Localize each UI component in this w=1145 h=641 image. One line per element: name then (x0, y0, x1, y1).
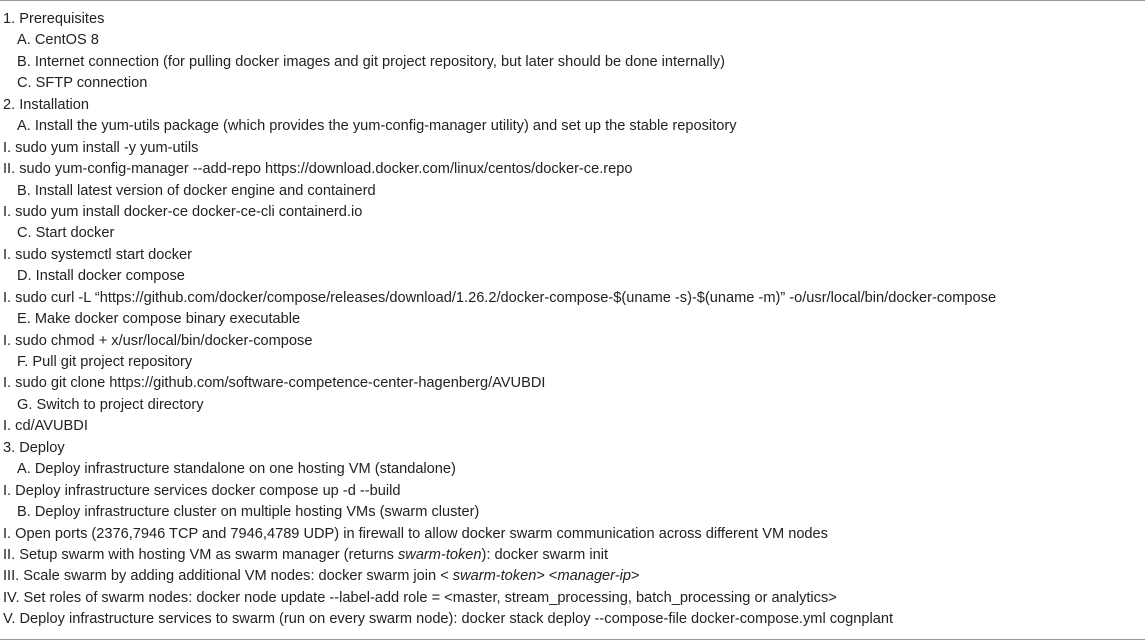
text-segment: ): docker swarm init (481, 546, 609, 563)
step-item: D. Install docker compose (17, 268, 185, 285)
section-heading: 3. Deploy (3, 439, 65, 456)
command-item: I. sudo chmod + x/usr/local/bin/docker-compose (3, 332, 313, 349)
command-item: I. cd/AVUBDI (3, 418, 88, 435)
step-item: A. CentOS 8 (17, 32, 99, 49)
step-item: B. Internet connection (for pulling docker images and git project repository, but later should be done internally) (17, 53, 725, 70)
step-item: C. SFTP connection (17, 75, 148, 92)
placeholder-term: swarm-token (397, 546, 482, 563)
command-item (0, 545, 1145, 566)
step-item: B. Deploy infrastructure cluster on multiple hosting VMs (swarm cluster) (17, 504, 480, 521)
command-item: I. sudo yum install -y yum-utils (3, 139, 199, 156)
command-item: IV. Set roles of swarm nodes: docker node update --label-add role = <master, stream_processing, batch_processing or analytics> (3, 589, 837, 606)
step-item: B. Install latest version of docker engine and containerd (17, 182, 376, 199)
section-heading: 1. Prerequisites (3, 11, 105, 27)
step-item: A. Deploy infrastructure standalone on one hosting VM (standalone) (17, 461, 456, 478)
text-segment: > (631, 568, 640, 585)
command-item: I. Open ports (2376,7946 TCP and 7946,4789 UDP) in firewall to allow docker swarm communication across different VM nodes (3, 525, 828, 542)
placeholder-term: manager-ip (557, 568, 631, 585)
placeholder-term: swarm-token (452, 568, 537, 585)
command-item: I. sudo git clone https://github.com/software-competence-center-hagenberg/AVUBDI (3, 375, 546, 392)
step-item: F. Pull git project repository (17, 354, 193, 370)
section-heading: 2. Installation (3, 96, 89, 113)
top-rule (0, 0, 1145, 1)
command-item: I. Deploy infrastructure services docker compose up -d --build (3, 482, 401, 499)
command-item: II. sudo yum-config-manager --add-repo https://download.docker.com/linux/centos/docker-ce.repo (3, 161, 633, 178)
step-item: E. Make docker compose binary executable (17, 311, 301, 328)
command-item: V. Deploy infrastructure services to swarm (run on every swarm node): docker stack deploy --compose-file docker-compose.yml cognplant (3, 611, 894, 628)
step-item: A. Install the yum-utils package (which provides the yum-config-manager utility) and set up the stable repository (17, 118, 737, 135)
text-segment: II. Setup swarm with hosting VM as swarm manager (returns (3, 546, 398, 563)
text-segment: > < (536, 568, 558, 585)
command-item: I. sudo curl -L “https://github.com/docker/compose/releases/download/1.26.2/docker-compose-$(uname -s)-$(uname -m)” -o/usr/local/bin/docker-compose (3, 289, 997, 306)
instruction-list (0, 9, 1145, 631)
command-item (0, 566, 1145, 587)
step-item: G. Switch to project directory (17, 396, 204, 413)
bottom-rule (0, 639, 1145, 640)
text-segment: III. Scale swarm by adding additional VM nodes: docker swarm join < (3, 568, 453, 585)
step-item: C. Start docker (17, 225, 115, 242)
command-item: I. sudo systemctl start docker (3, 246, 192, 263)
command-item: I. sudo yum install docker-ce docker-ce-cli containerd.io (3, 203, 363, 220)
